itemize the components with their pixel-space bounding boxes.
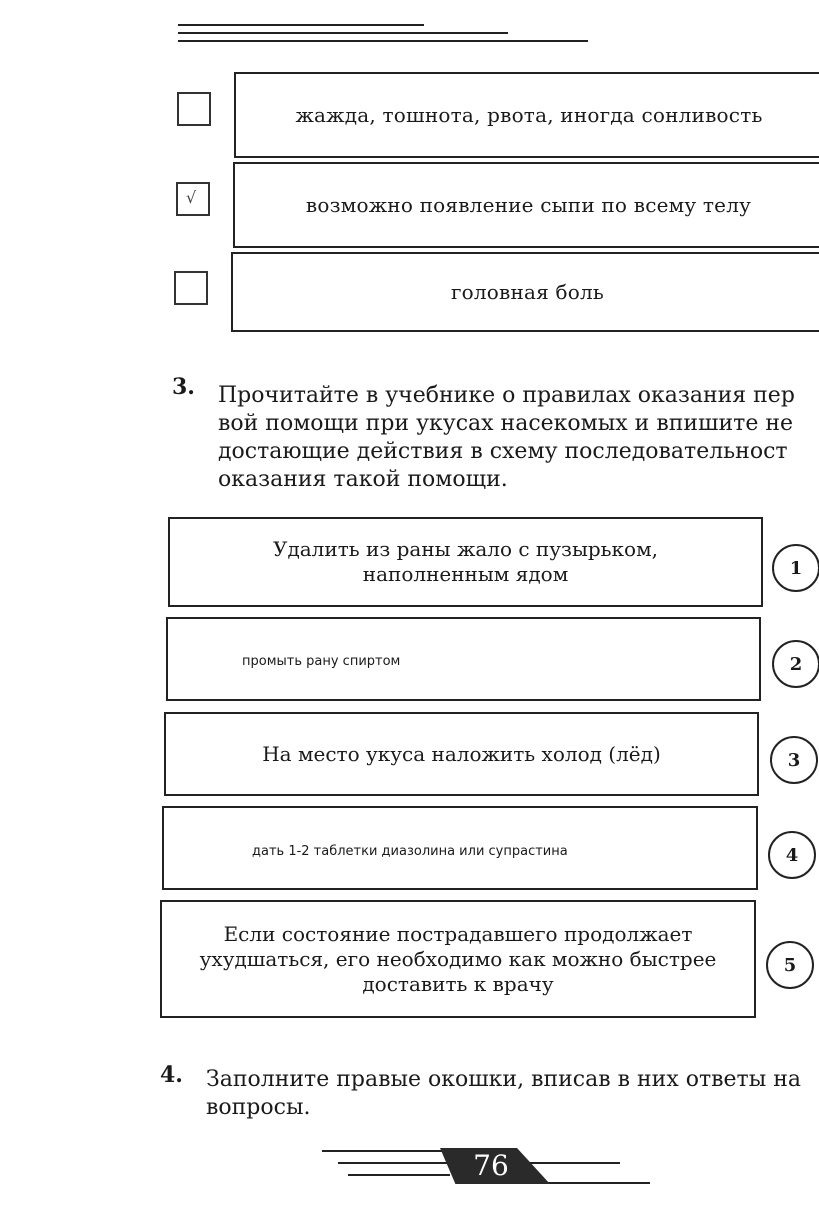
option-box-3 xyxy=(231,252,819,332)
task-3-line-2: вой помощи при укусах насекомых и впишите не xyxy=(218,411,794,436)
step-box-4[interactable] xyxy=(162,806,758,890)
option-text-1: жажда, тошнота, рвота, иногда сонливость xyxy=(295,103,763,127)
task-4-text xyxy=(206,1066,819,1122)
task-3-text xyxy=(218,382,819,494)
step-box-5 xyxy=(160,900,756,1018)
option-box-2 xyxy=(233,162,819,248)
page-number: 76 xyxy=(473,1149,509,1182)
top-rule-1 xyxy=(178,24,424,26)
step-number-4: 4 xyxy=(768,831,816,879)
task-3-line-4: оказания такой помощи. xyxy=(218,467,508,492)
bottom-rule-4 xyxy=(530,1162,620,1164)
step-number-1: 1 xyxy=(772,544,819,592)
task-3-line-3: достающие действия в схему последовательност xyxy=(218,439,788,464)
step-text-4: дать 1-2 таблетки диазолина или супрастина xyxy=(252,844,568,859)
check-mark-icon: √ xyxy=(186,188,197,207)
step-box-3 xyxy=(164,712,759,796)
option-text-2: возможно появление сыпи по всему телу xyxy=(305,193,752,217)
step-box-1 xyxy=(168,517,763,607)
option-checkbox-1[interactable] xyxy=(177,92,211,126)
option-checkbox-3[interactable] xyxy=(174,271,208,305)
task-3-number: 3. xyxy=(172,374,195,400)
bottom-rule-2 xyxy=(338,1162,450,1164)
step-number-5: 5 xyxy=(766,941,814,989)
bottom-rule-1 xyxy=(322,1150,450,1152)
task-4-line-1: Заполните правые окошки, вписав в них ответы на xyxy=(206,1067,801,1092)
step-number-2: 2 xyxy=(772,640,819,688)
option-checkbox-2[interactable] xyxy=(176,182,210,216)
bottom-rule-5 xyxy=(540,1182,650,1184)
step-box-2[interactable] xyxy=(166,617,761,701)
step-text-5: Если состояние пострадавшего продолжает ухудшаться, его необходимо как можно быстрее доставить к врачу xyxy=(199,921,717,996)
task-4-number: 4. xyxy=(160,1062,183,1088)
step-text-2: промыть рану спиртом xyxy=(242,654,401,669)
step-number-3: 3 xyxy=(770,736,818,784)
task-4-line-2: вопросы. xyxy=(206,1095,311,1120)
task-3-line-1: Прочитайте в учебнике о правилах оказания пер xyxy=(218,383,795,408)
option-text-3: головная боль xyxy=(450,280,605,304)
top-rule-2 xyxy=(178,32,508,34)
top-rule-3 xyxy=(178,40,588,42)
step-text-3: На место укуса наложить холод (лёд) xyxy=(262,741,661,766)
option-box-1 xyxy=(234,72,819,158)
bottom-rule-3 xyxy=(348,1174,450,1176)
step-text-1: Удалить из раны жало с пузырьком, наполненным ядом xyxy=(272,537,659,586)
